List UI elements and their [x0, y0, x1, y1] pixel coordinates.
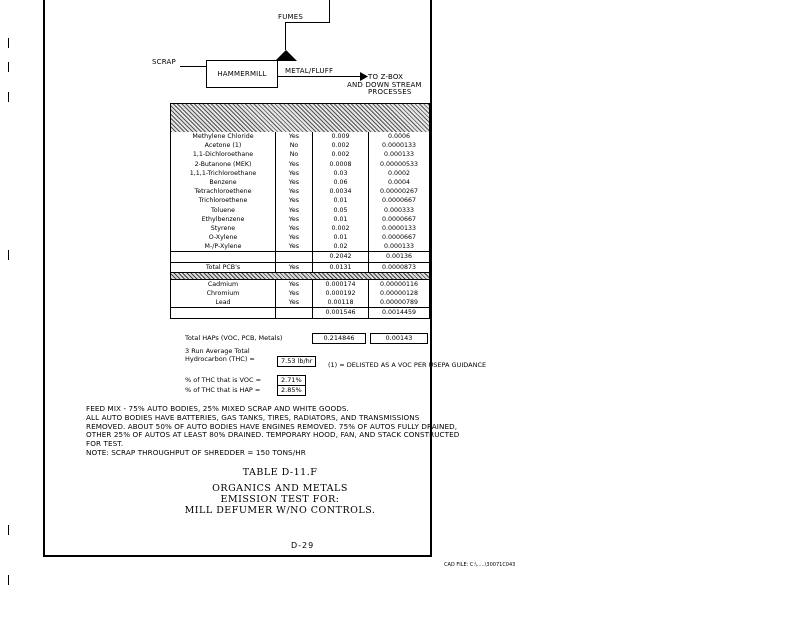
- table-cell-c3: 0.000133: [383, 151, 415, 159]
- hammermill-label: HAMMERMILL: [217, 70, 267, 78]
- table-cell-hap: Yes: [276, 132, 313, 141]
- margin-mark: [8, 575, 15, 585]
- downstream-label: AND DOWN STREAM: [347, 81, 422, 89]
- cad-file-label: CAD FILE: C:\.....\30071C043: [444, 562, 516, 568]
- table-cell-hap: Yes: [276, 233, 313, 242]
- voc-pct-value: 2.71%: [277, 375, 306, 386]
- note-line: ALL AUTO BODIES HAVE BATTERIES, GAS TANKS, TIRES, RADIATORS, AND TRANSMISSIONS: [86, 412, 420, 422]
- table-cell-hap: Yes: [276, 242, 313, 251]
- pcb-c2: 0.0131: [313, 263, 369, 272]
- metals-total-c3: 0.0014459: [381, 309, 417, 317]
- table-cell-c2: 0.00118: [313, 298, 369, 307]
- table-cell-name: 2-Butanone (MEK): [171, 160, 276, 169]
- total-haps-label: Total HAPs (VOC, PCB, Metals): [185, 334, 283, 342]
- table-cell-c2: 0.0008: [313, 160, 369, 169]
- table-cell-name: 1,1-Dichloroethane: [171, 150, 276, 159]
- note-line: FOR TEST.: [86, 439, 124, 449]
- note-line: NOTE: SCRAP THROUGHPUT OF SHREDDER = 150 TONS/HR: [86, 447, 306, 457]
- page-number: D-29: [291, 541, 315, 550]
- table-row: [170, 215, 430, 224]
- table-cell-c2: 0.002: [313, 150, 369, 159]
- table-row: [170, 298, 430, 307]
- table-cell-name: Toluene: [171, 206, 276, 215]
- border-left: [43, 0, 45, 556]
- table-row: [170, 206, 430, 215]
- table-cell-name: Benzene: [171, 178, 276, 187]
- table-row: [170, 289, 430, 298]
- organics-rows: [170, 132, 430, 251]
- table-cell-name: Methylene Chloride: [171, 132, 276, 141]
- margin-mark: [8, 38, 15, 48]
- border-right: [430, 0, 432, 557]
- table-cell-hap: Yes: [276, 206, 313, 215]
- delisted-note: (1) = DELISTED AS A VOC PER USEPA GUIDANCE: [328, 361, 487, 369]
- table-cell-hap: Yes: [276, 187, 313, 196]
- note-line: OTHER 25% OF AUTOS AT LEAST 80% DRAINED. TEMPORARY HOOD, FAN, AND STACK CONSTRUCTED: [86, 430, 460, 440]
- table-cell-name: 1,1,1-Trichloroethane: [171, 169, 276, 178]
- thc-label-1: 3 Run Average Total: [185, 347, 250, 355]
- table-cell-hap: No: [276, 150, 313, 159]
- table-row: [170, 233, 430, 242]
- table-row: [170, 224, 430, 233]
- table-cell-c3: 0.0000133: [381, 224, 417, 232]
- table-cell-name: Chromium: [171, 289, 276, 298]
- table-cell-c2: 0.06: [313, 178, 369, 187]
- table-cell-c2: 0.01: [313, 233, 369, 242]
- table-cell-c2: 0.02: [313, 242, 369, 251]
- table-cell-c2: 0.05: [313, 206, 369, 215]
- fumes-label: FUMES: [278, 13, 304, 21]
- table-cell-c3: 0.00000128: [379, 290, 419, 297]
- pcb-hap: Yes: [276, 263, 313, 272]
- table-row: [170, 187, 430, 196]
- voc-pct-label: % of THC that is VOC =: [185, 376, 262, 384]
- table-cell-c3: 0.0000133: [381, 142, 417, 150]
- table-cell-name: Trichloroethene: [171, 196, 276, 205]
- margin-mark: [8, 92, 15, 102]
- table-cell-c2: 0.000192: [313, 289, 369, 298]
- thc-value: 7.53 lb/hr: [277, 356, 316, 367]
- notes-block: [86, 405, 459, 458]
- table-row: [170, 280, 430, 289]
- table-cell-name: Tetrachloroethene: [171, 187, 276, 196]
- table-cell-c2: 0.009: [313, 132, 369, 141]
- hood-triangle: [275, 50, 297, 62]
- total-haps-c3: 0.00143: [370, 333, 428, 344]
- table-cell-c3: 0.00000116: [379, 280, 419, 288]
- table-cell-name: Cadmium: [171, 280, 276, 289]
- table-cell-c2: 0.03: [313, 169, 369, 178]
- note-line: REMOVED. ABOUT 50% OF AUTO BODIES HAVE ENGINES REMOVED. 75% OF AUTOS FULLY DRAINED,: [86, 421, 458, 431]
- table-row: [170, 196, 430, 205]
- table-row: [170, 169, 430, 178]
- table-cell-hap: Yes: [276, 169, 313, 178]
- table-cell-c2: 0.01: [313, 196, 369, 205]
- margin-mark: [8, 62, 15, 72]
- caption-line: MILL DEFUMER W/NO CONTROLS.: [184, 505, 376, 516]
- metal-fluff-label: METAL/FLUFF: [285, 67, 334, 75]
- metals-total-row: [170, 307, 430, 318]
- table-cell-c3: 0.0006: [387, 133, 411, 140]
- processes-label: PROCESSES: [368, 88, 412, 96]
- table-cell-name: Ethylbenzene: [171, 215, 276, 224]
- table-row: [170, 178, 430, 187]
- hammermill-box: [206, 60, 278, 88]
- caption-line: EMISSION TEST FOR:: [220, 494, 340, 505]
- table-cell-hap: Yes: [276, 224, 313, 233]
- table-cell-c3: 0.000333: [383, 206, 415, 214]
- table-cell-c2: 0.002: [313, 224, 369, 233]
- table-row: [170, 132, 430, 141]
- thc-label-2: Hydrocarbon (THC) =: [185, 355, 255, 363]
- table-cell-c3: 0.00000533: [379, 160, 419, 168]
- metals-header: [170, 273, 430, 280]
- table-cell-hap: Yes: [276, 280, 313, 289]
- table-cell-name: Acetone (1): [171, 141, 276, 150]
- table-cell-c3: 0.0000667: [381, 215, 417, 223]
- table-cell-c2: 0.01: [313, 215, 369, 224]
- table-cell-c2: 0.002: [313, 141, 369, 150]
- table-cell-name: Styrene: [171, 224, 276, 233]
- table-cell-c3: 0.0004: [387, 178, 411, 186]
- table-cell-c3: 0.0000667: [381, 234, 417, 242]
- table-header: [170, 103, 430, 132]
- scrap-label: SCRAP: [152, 58, 176, 66]
- pcb-name: Total PCB's: [171, 263, 276, 272]
- note-line: FEED MIX - 75% AUTO BODIES, 25% MIXED SCRAP AND WHITE GOODS.: [86, 404, 349, 413]
- table-cell-c3: 0.00000267: [379, 188, 419, 196]
- margin-mark: [8, 250, 15, 260]
- margin-mark: [8, 525, 15, 535]
- table-cell-c3: 0.0002: [387, 169, 411, 177]
- table-cell-c3: 0.000133: [383, 243, 415, 251]
- hap-pct-value: 2.85%: [277, 385, 306, 396]
- caption-line: ORGANICS AND METALS: [212, 483, 348, 494]
- table-cell-c3: 0.0000667: [381, 197, 417, 205]
- to-zbox-label: TO Z-BOX: [368, 73, 404, 81]
- arrow-right-icon: [360, 72, 368, 81]
- table-cell-hap: Yes: [276, 160, 313, 169]
- table-cell-c3: 0.00000789: [379, 299, 419, 307]
- metals-rows: [170, 280, 430, 308]
- voc-total-c3: 0.00136: [385, 253, 413, 261]
- border-bottom: [43, 555, 431, 557]
- table-cell-hap: Yes: [276, 298, 313, 307]
- table-row: [170, 150, 430, 159]
- hap-pct-label: % of THC that is HAP =: [185, 386, 261, 394]
- table-cell-c2: 0.0034: [313, 187, 369, 196]
- table-cell-name: O-Xylene: [171, 233, 276, 242]
- total-haps-c2: 0.214846: [312, 333, 366, 344]
- pcb-total-row: [170, 263, 430, 273]
- voc-total-c2: 0.2042: [313, 252, 369, 261]
- metals-total-c2: 0.001546: [313, 308, 369, 317]
- table-cell-name: Lead: [171, 298, 276, 307]
- table-cell-hap: Yes: [276, 215, 313, 224]
- table-cell-hap: Yes: [276, 178, 313, 187]
- voc-total-row: [170, 251, 430, 262]
- emission-table: [170, 103, 430, 319]
- caption-line: TABLE D-11.F: [242, 467, 318, 478]
- table-row: [170, 242, 430, 251]
- pcb-c3: 0.0000873: [381, 263, 417, 271]
- table-row: [170, 160, 430, 169]
- table-cell-hap: No: [276, 141, 313, 150]
- table-cell-c2: 0.000174: [313, 280, 369, 289]
- table-row: [170, 141, 430, 150]
- table-cell-hap: Yes: [276, 196, 313, 205]
- table-cell-name: M-/P-Xylene: [171, 242, 276, 251]
- table-caption: [150, 467, 410, 516]
- table-cell-hap: Yes: [276, 289, 313, 298]
